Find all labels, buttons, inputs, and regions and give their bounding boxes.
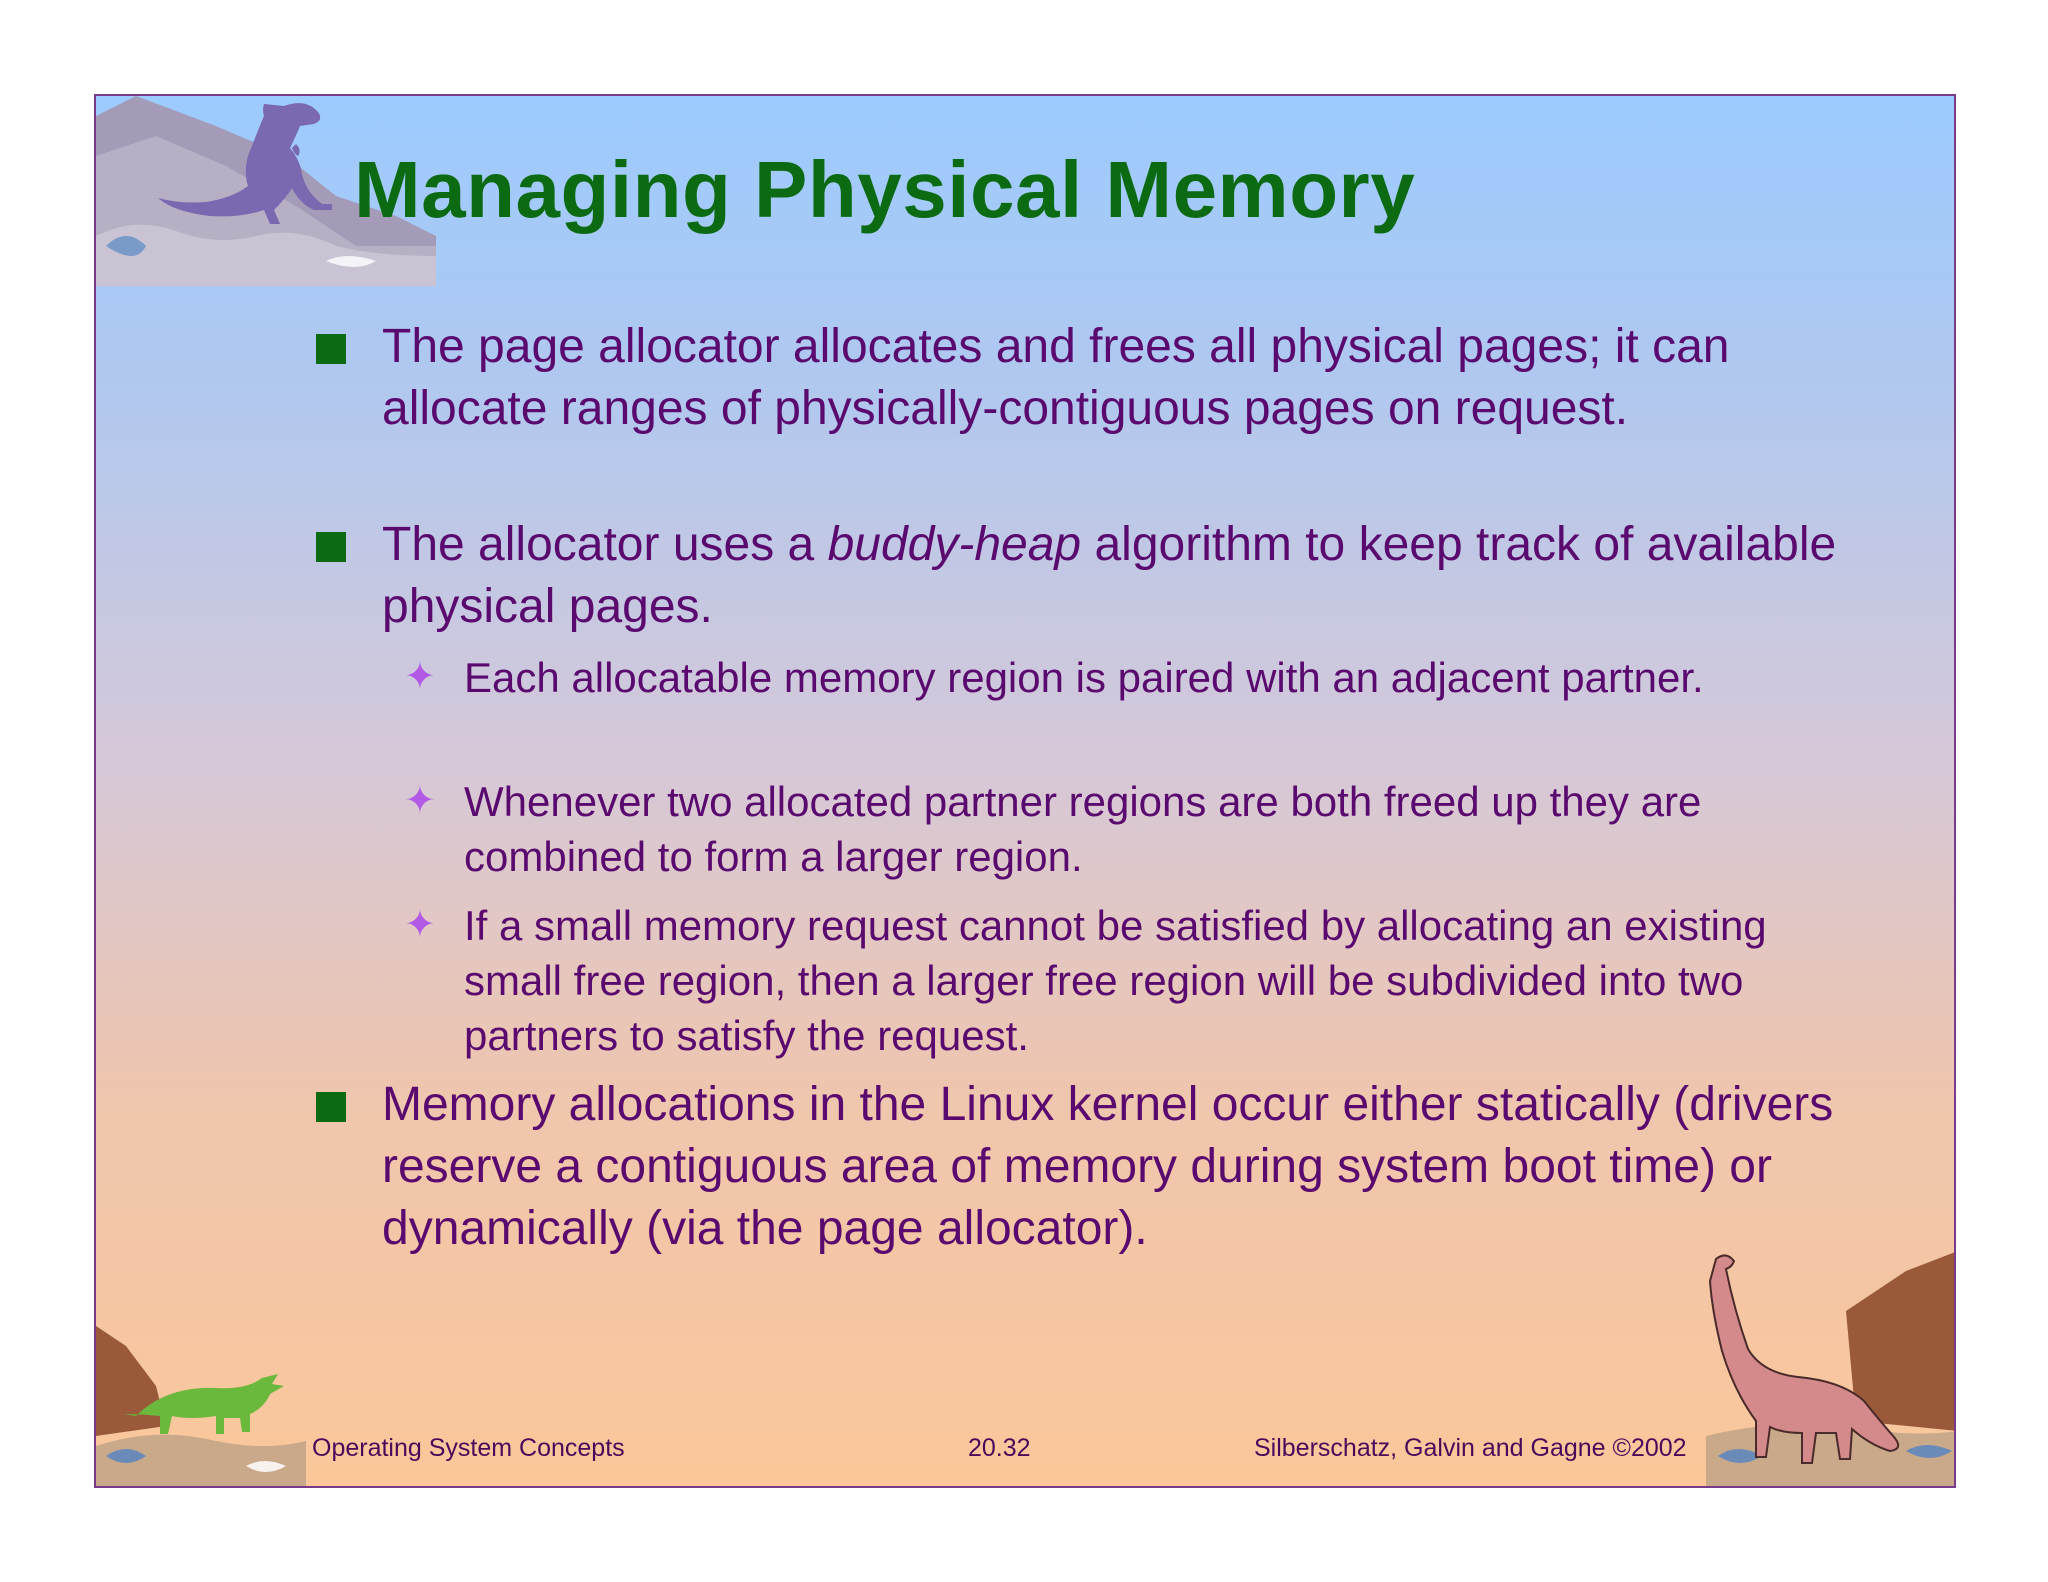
footer-course-title: Operating System Concepts bbox=[312, 1434, 625, 1462]
sub-bullet-item bbox=[404, 650, 1844, 705]
sub-bullet-item bbox=[404, 774, 1844, 884]
slide-title: Managing Physical Memory bbox=[354, 145, 1416, 234]
bullet-item bbox=[382, 1074, 1882, 1260]
bullet-text: The page allocator allocates and frees all physical pages; it can allocate ranges of physically-contiguous pages on request. bbox=[382, 320, 1730, 435]
bullet-item bbox=[382, 316, 1882, 440]
bullet-item bbox=[382, 514, 1882, 638]
bullet-text-before: The allocator uses a bbox=[382, 518, 828, 571]
sub-bullet-text: Each allocatable memory region is paired with an adjacent partner. bbox=[464, 654, 1704, 701]
star-bullet-icon: ✦ bbox=[404, 904, 436, 946]
slide bbox=[94, 94, 1956, 1488]
footer-page-number: 20.32 bbox=[968, 1434, 1031, 1462]
square-bullet-icon bbox=[316, 334, 346, 364]
sub-bullet-text: If a small memory request cannot be satisfied by allocating an existing small free region, then a larger free region will be subdivided into two partners to satisfy the request. bbox=[464, 902, 1767, 1059]
star-bullet-icon: ✦ bbox=[404, 656, 436, 698]
star-bullet-icon: ✦ bbox=[404, 780, 436, 822]
brontosaurus-icon bbox=[1706, 1251, 1956, 1488]
triceratops-icon bbox=[96, 1326, 306, 1488]
bullet-text-emphasis: buddy-heap bbox=[827, 518, 1082, 571]
square-bullet-icon bbox=[316, 1092, 346, 1122]
sub-bullet-item bbox=[404, 898, 1844, 1063]
square-bullet-icon bbox=[316, 532, 346, 562]
bullet-text-after: algorithm to keep track of available physical pages. bbox=[382, 518, 1837, 633]
bullet-text: Memory allocations in the Linux kernel occur either statically (drivers reserve a contiguous area of memory during system boot time) or dynamically (via the page allocator). bbox=[382, 1078, 1834, 1255]
sub-bullet-text: Whenever two allocated partner regions are both freed up they are combined to form a larger region. bbox=[464, 778, 1702, 880]
footer-copyright: Silberschatz, Galvin and Gagne ©2002 bbox=[1254, 1434, 1687, 1462]
